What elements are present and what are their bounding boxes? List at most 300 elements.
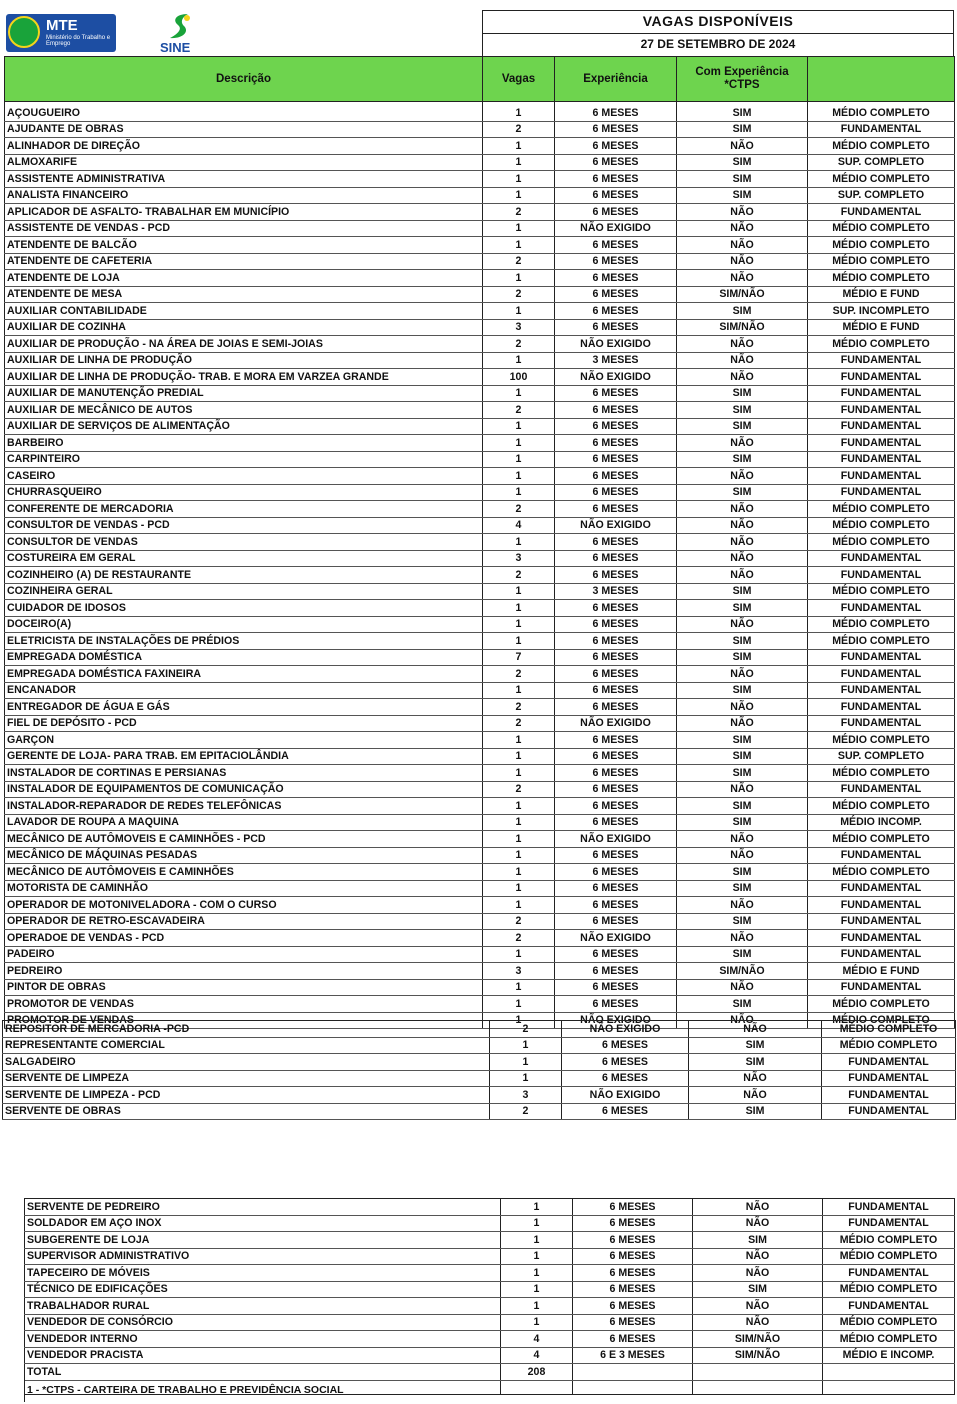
job-title-cell: ELETRICISTA DE INSTALAÇÕES DE PRÉDIOS — [5, 633, 483, 650]
logo-area — [4, 10, 482, 56]
experiencia-cell: 6 MESES — [555, 534, 677, 551]
escolaridade-cell: MÉDIO COMPLETO — [823, 1314, 955, 1331]
escolaridade-cell: FUNDAMENTAL — [808, 715, 955, 732]
vagas-count-cell: 1 — [501, 1248, 573, 1265]
job-title-cell: CONFERENTE DE MERCADORIA — [5, 501, 483, 518]
experiencia-cell: 6 MESES — [555, 204, 677, 221]
ctps-cell: SIM — [677, 154, 808, 171]
table-row — [5, 963, 955, 980]
job-title-cell: EMPREGADA DOMÉSTICA FAXINEIRA — [5, 666, 483, 683]
experiencia-cell: NÃO EXIGIDO — [555, 369, 677, 386]
ctps-cell: NÃO — [693, 1265, 823, 1282]
vagas-count-cell: 1 — [483, 748, 555, 765]
vagas-count-cell: 1 — [483, 600, 555, 617]
vagas-count-cell: 1 — [483, 171, 555, 188]
vagas-count-cell: 2 — [483, 781, 555, 798]
job-title-cell: PEDREIRO — [5, 963, 483, 980]
table-body — [25, 1199, 955, 1364]
table-row — [3, 1021, 956, 1038]
job-title-cell: MECÂNICO DE AUTÔMOVEIS E CAMINHÕES — [5, 864, 483, 881]
ctps-cell: SIM — [677, 583, 808, 600]
table-row — [5, 187, 955, 204]
ctps-cell: SIM — [693, 1232, 823, 1249]
ctps-cell: SIM — [677, 451, 808, 468]
col-header-experiencia: Experiência — [555, 57, 677, 102]
experiencia-cell: 6 MESES — [555, 484, 677, 501]
vagas-count-cell: 2 — [483, 913, 555, 930]
escolaridade-cell: MÉDIO COMPLETO — [823, 1281, 955, 1298]
table-row — [5, 468, 955, 485]
table-row — [5, 765, 955, 782]
table-row — [5, 913, 955, 930]
escolaridade-cell: MÉDIO COMPLETO — [808, 270, 955, 287]
table-row — [5, 319, 955, 336]
vacancies-table-main — [4, 56, 955, 1029]
experiencia-cell: 6 MESES — [555, 187, 677, 204]
vacancies-table-continued-1 — [2, 1020, 956, 1120]
experiencia-cell: 6 MESES — [555, 847, 677, 864]
experiencia-cell: 6 MESES — [555, 897, 677, 914]
experiencia-cell: 6 MESES — [562, 1054, 689, 1071]
ctps-cell: NÃO — [677, 831, 808, 848]
vagas-count-cell: 1 — [501, 1215, 573, 1232]
vagas-count-cell: 1 — [483, 880, 555, 897]
escolaridade-cell: MÉDIO COMPLETO — [808, 102, 955, 122]
escolaridade-cell: MÉDIO COMPLETO — [808, 336, 955, 353]
job-title-cell: PADEIRO — [5, 946, 483, 963]
vagas-count-cell: 1 — [501, 1281, 573, 1298]
vagas-count-cell: 1 — [483, 814, 555, 831]
table-row — [25, 1248, 955, 1265]
ctps-cell: SIM — [677, 102, 808, 122]
escolaridade-cell: FUNDAMENTAL — [808, 352, 955, 369]
job-title-cell: MECÂNICO DE MÁQUINAS PESADAS — [5, 847, 483, 864]
table-row — [5, 567, 955, 584]
experiencia-cell: 6 MESES — [555, 814, 677, 831]
ctps-cell: SIM — [677, 765, 808, 782]
escolaridade-cell: MÉDIO COMPLETO — [823, 1248, 955, 1265]
table-row — [5, 748, 955, 765]
ctps-cell: NÃO — [677, 270, 808, 287]
table-row — [5, 550, 955, 567]
escolaridade-cell: FUNDAMENTAL — [808, 567, 955, 584]
experiencia-cell: 6 MESES — [555, 237, 677, 254]
job-title-cell: SUBGERENTE DE LOJA — [25, 1232, 501, 1249]
mte-logo-text: MTE — [46, 17, 78, 34]
vagas-count-cell: 1 — [483, 270, 555, 287]
table-row — [5, 237, 955, 254]
vagas-count-cell: 1 — [501, 1265, 573, 1282]
job-title-cell: LAVADOR DE ROUPA A MAQUINA — [5, 814, 483, 831]
empty-cell — [693, 1364, 823, 1381]
vagas-count-cell: 1 — [483, 583, 555, 600]
escolaridade-cell: MÉDIO COMPLETO — [808, 616, 955, 633]
job-title-cell: REPOSITOR DE MERCADORIA -PCD — [3, 1021, 490, 1038]
experiencia-cell: 6 MESES — [555, 732, 677, 749]
job-title-cell: AJUDANTE DE OBRAS — [5, 121, 483, 138]
ctps-cell: NÃO — [677, 666, 808, 683]
escolaridade-cell: MÉDIO COMPLETO — [808, 534, 955, 551]
job-title-cell: REPRESENTANTE COMERCIAL — [3, 1037, 490, 1054]
experiencia-cell: 6 MESES — [555, 402, 677, 419]
job-title-cell: GARÇON — [5, 732, 483, 749]
job-title-cell: COZINHEIRA GERAL — [5, 583, 483, 600]
ctps-cell: NÃO — [677, 435, 808, 452]
page-date: 27 DE SETEMBRO DE 2024 — [483, 33, 953, 51]
job-title-cell: INSTALADOR-REPARADOR DE REDES TELEFÔNICAS — [5, 798, 483, 815]
vagas-count-cell: 1 — [483, 831, 555, 848]
ctps-cell: SIM/NÃO — [693, 1347, 823, 1364]
job-title-cell: ATENDENTE DE BALCÃO — [5, 237, 483, 254]
experiencia-cell: 6 MESES — [555, 418, 677, 435]
vagas-count-cell: 1 — [483, 237, 555, 254]
experiencia-cell: 6 MESES — [555, 979, 677, 996]
ctps-cell: NÃO — [677, 930, 808, 947]
total-value: 208 — [501, 1364, 573, 1381]
escolaridade-cell: FUNDAMENTAL — [808, 418, 955, 435]
escolaridade-cell: MÉDIO COMPLETO — [808, 798, 955, 815]
sine-logo-text: SINE — [160, 40, 191, 55]
escolaridade-cell: FUNDAMENTAL — [822, 1087, 956, 1104]
table-row — [5, 979, 955, 996]
col-header-ctps: Com Experiência *CTPS — [677, 57, 808, 102]
table-body — [5, 102, 955, 1029]
job-title-cell: DOCEIRO(A) — [5, 616, 483, 633]
job-title-cell: SERVENTE DE LIMPEZA - PCD — [3, 1087, 490, 1104]
vagas-count-cell: 2 — [490, 1021, 562, 1038]
escolaridade-cell: MÉDIO E FUND — [808, 963, 955, 980]
escolaridade-cell: FUNDAMENTAL — [823, 1265, 955, 1282]
ctps-cell: NÃO — [677, 369, 808, 386]
escolaridade-cell: FUNDAMENTAL — [808, 385, 955, 402]
job-title-cell: SOLDADOR EM AÇO INOX — [25, 1215, 501, 1232]
vagas-count-cell: 3 — [490, 1087, 562, 1104]
sine-logo — [156, 12, 206, 54]
vagas-count-cell: 1 — [490, 1054, 562, 1071]
ctps-cell: NÃO — [677, 253, 808, 270]
vagas-count-cell: 1 — [483, 352, 555, 369]
experiencia-cell: 6 MESES — [555, 781, 677, 798]
ctps-cell: NÃO — [677, 847, 808, 864]
table-row — [5, 204, 955, 221]
job-title-cell: AUXILIAR DE LINHA DE PRODUÇÃO- TRAB. E MORA EM VARZEA GRANDE — [5, 369, 483, 386]
experiencia-cell: 6 MESES — [555, 616, 677, 633]
experiencia-cell: 6 MESES — [555, 798, 677, 815]
vagas-count-cell: 1 — [483, 220, 555, 237]
experiencia-cell: 6 MESES — [573, 1298, 693, 1315]
experiencia-cell: 6 MESES — [573, 1248, 693, 1265]
vagas-count-cell: 3 — [483, 319, 555, 336]
page-header — [4, 10, 954, 56]
job-title-cell: CHURRASQUEIRO — [5, 484, 483, 501]
table-row — [5, 270, 955, 287]
experiencia-cell: NÃO EXIGIDO — [555, 1012, 677, 1029]
escolaridade-cell: FUNDAMENTAL — [823, 1298, 955, 1315]
vagas-count-cell: 1 — [501, 1232, 573, 1249]
ctps-cell: SIM/NÃO — [693, 1331, 823, 1348]
escolaridade-cell: MÉDIO COMPLETO — [808, 138, 955, 155]
table-row — [5, 501, 955, 518]
job-title-cell: SALGADEIRO — [3, 1054, 490, 1071]
escolaridade-cell: MÉDIO COMPLETO — [808, 253, 955, 270]
table-body — [3, 1021, 956, 1120]
job-title-cell: SUPERVISOR ADMINISTRATIVO — [25, 1248, 501, 1265]
vagas-count-cell: 1 — [483, 418, 555, 435]
experiencia-cell: 6 MESES — [562, 1070, 689, 1087]
table-row — [5, 220, 955, 237]
vagas-count-cell: 1 — [483, 451, 555, 468]
ctps-cell: NÃO — [693, 1298, 823, 1315]
table-row — [5, 616, 955, 633]
ctps-cell: SIM — [677, 484, 808, 501]
job-title-cell: AUXILIAR CONTABILIDADE — [5, 303, 483, 320]
escolaridade-cell: FUNDAMENTAL — [808, 913, 955, 930]
experiencia-cell: NÃO EXIGIDO — [555, 336, 677, 353]
escolaridade-cell: MÉDIO COMPLETO — [808, 501, 955, 518]
vagas-count-cell: 7 — [483, 649, 555, 666]
table-row — [5, 402, 955, 419]
experiencia-cell: 6 MESES — [555, 303, 677, 320]
escolaridade-cell: FUNDAMENTAL — [808, 204, 955, 221]
vagas-count-cell: 1 — [501, 1199, 573, 1216]
experiencia-cell: 3 MESES — [555, 583, 677, 600]
experiencia-cell: 6 MESES — [555, 765, 677, 782]
job-title-cell: GERENTE DE LOJA- PARA TRAB. EM EPITACIOLÂNDIA — [5, 748, 483, 765]
total-row — [25, 1364, 955, 1381]
experiencia-cell: 6 MESES — [555, 138, 677, 155]
vagas-count-cell: 1 — [483, 102, 555, 122]
vagas-count-cell: 1 — [483, 1012, 555, 1029]
escolaridade-cell: FUNDAMENTAL — [808, 781, 955, 798]
ctps-cell: NÃO — [677, 715, 808, 732]
ctps-cell: SIM — [677, 418, 808, 435]
experiencia-cell: NÃO EXIGIDO — [555, 831, 677, 848]
empty-cell — [823, 1364, 955, 1381]
ctps-cell: SIM — [693, 1281, 823, 1298]
vagas-count-cell: 2 — [483, 286, 555, 303]
ctps-cell: NÃO — [693, 1314, 823, 1331]
vagas-count-cell: 1 — [483, 484, 555, 501]
ctps-cell: SIM — [677, 649, 808, 666]
table-row — [25, 1298, 955, 1315]
experiencia-cell: 6 MESES — [555, 286, 677, 303]
job-title-cell: MOTORISTA DE CAMINHÃO — [5, 880, 483, 897]
ctps-cell: SIM — [677, 171, 808, 188]
experiencia-cell: 3 MESES — [555, 352, 677, 369]
vagas-count-cell: 1 — [483, 138, 555, 155]
escolaridade-cell: MÉDIO COMPLETO — [808, 864, 955, 881]
table-row — [3, 1103, 956, 1120]
vagas-count-cell: 2 — [483, 121, 555, 138]
escolaridade-cell: FUNDAMENTAL — [808, 930, 955, 947]
col-header-vagas: Vagas — [483, 57, 555, 102]
ctps-cell: SIM/NÃO — [677, 319, 808, 336]
escolaridade-cell: FUNDAMENTAL — [808, 979, 955, 996]
vagas-count-cell: 1 — [483, 979, 555, 996]
experiencia-cell: 6 MESES — [555, 946, 677, 963]
mte-logo-subtitle: Ministério do Trabalho e Emprego — [46, 35, 111, 47]
sine-mark-icon — [166, 12, 196, 40]
table-row — [5, 435, 955, 452]
job-title-cell: BARBEIRO — [5, 435, 483, 452]
escolaridade-cell: MÉDIO COMPLETO — [822, 1037, 956, 1054]
vagas-count-cell: 2 — [483, 567, 555, 584]
experiencia-cell: 6 MESES — [573, 1215, 693, 1232]
table-row — [5, 534, 955, 551]
job-title-cell: FIEL DE DEPÓSITO - PCD — [5, 715, 483, 732]
vagas-count-cell: 1 — [483, 765, 555, 782]
ctps-cell: SIM — [689, 1103, 822, 1120]
escolaridade-cell: FUNDAMENTAL — [808, 847, 955, 864]
experiencia-cell: 6 MESES — [555, 864, 677, 881]
table-row — [3, 1070, 956, 1087]
table-row — [5, 699, 955, 716]
experiencia-cell: 6 MESES — [555, 682, 677, 699]
job-title-cell: COZINHEIRO (A) DE RESTAURANTE — [5, 567, 483, 584]
ctps-cell: SIM — [677, 303, 808, 320]
experiencia-cell: 6 MESES — [573, 1331, 693, 1348]
table-row — [5, 336, 955, 353]
table-row — [5, 798, 955, 815]
escolaridade-cell: FUNDAMENTAL — [822, 1054, 956, 1071]
experiencia-cell: 6 MESES — [555, 996, 677, 1013]
vagas-count-cell: 1 — [483, 616, 555, 633]
vagas-count-cell: 1 — [490, 1037, 562, 1054]
escolaridade-cell: FUNDAMENTAL — [808, 880, 955, 897]
table-row — [5, 814, 955, 831]
vagas-count-cell: 1 — [483, 847, 555, 864]
table-row — [3, 1037, 956, 1054]
escolaridade-cell: MÉDIO E FUND — [808, 286, 955, 303]
experiencia-cell: 6 MESES — [555, 649, 677, 666]
table-row — [5, 649, 955, 666]
job-title-cell: CONSULTOR DE VENDAS — [5, 534, 483, 551]
job-title-cell: ALMOXARIFE — [5, 154, 483, 171]
table-row — [5, 666, 955, 683]
table-row — [5, 715, 955, 732]
escolaridade-cell: FUNDAMENTAL — [808, 550, 955, 567]
ctps-cell: NÃO — [677, 352, 808, 369]
vagas-count-cell: 1 — [483, 798, 555, 815]
ctps-cell: SIM — [689, 1054, 822, 1071]
vagas-count-cell: 2 — [483, 204, 555, 221]
ctps-cell: SIM — [677, 402, 808, 419]
total-label: TOTAL — [25, 1364, 501, 1381]
job-title-cell: AUXILIAR DE LINHA DE PRODUÇÃO — [5, 352, 483, 369]
vagas-count-cell: 4 — [501, 1331, 573, 1348]
table-row — [5, 154, 955, 171]
experiencia-cell: 6 MESES — [562, 1037, 689, 1054]
job-title-cell: PROMOTOR DE VENDAS — [5, 1012, 483, 1029]
experiencia-cell: NÃO EXIGIDO — [562, 1021, 689, 1038]
job-title-cell: AUXILIAR DE PRODUÇÃO - NA ÁREA DE JOIAS E SEMI-JOIAS — [5, 336, 483, 353]
ctps-cell: SIM — [677, 600, 808, 617]
job-title-cell: SERVENTE DE PEDREIRO — [25, 1199, 501, 1216]
vagas-count-cell: 1 — [501, 1314, 573, 1331]
job-title-cell: COSTUREIRA EM GERAL — [5, 550, 483, 567]
table-row — [25, 1347, 955, 1364]
job-title-cell: ENCANADOR — [5, 682, 483, 699]
escolaridade-cell: SUP. COMPLETO — [808, 748, 955, 765]
vagas-count-cell: 1 — [483, 187, 555, 204]
job-title-cell: ASSISTENTE DE VENDAS - PCD — [5, 220, 483, 237]
mte-emblem-icon — [8, 16, 40, 48]
escolaridade-cell: SUP. INCOMPLETO — [808, 303, 955, 320]
experiencia-cell: 6 MESES — [555, 102, 677, 122]
ctps-cell: NÃO — [677, 534, 808, 551]
vagas-count-cell: 2 — [483, 666, 555, 683]
table-row — [5, 880, 955, 897]
vagas-count-cell: 1 — [483, 946, 555, 963]
escolaridade-cell: MÉDIO COMPLETO — [823, 1331, 955, 1348]
ctps-cell: NÃO — [689, 1087, 822, 1104]
ctps-cell: SIM/NÃO — [677, 963, 808, 980]
table-row — [5, 418, 955, 435]
escolaridade-cell: MÉDIO COMPLETO — [808, 517, 955, 534]
escolaridade-cell: FUNDAMENTAL — [808, 897, 955, 914]
escolaridade-cell: FUNDAMENTAL — [808, 699, 955, 716]
job-title-cell: AÇOUGUEIRO — [5, 102, 483, 122]
vagas-count-cell: 1 — [483, 633, 555, 650]
vagas-count-cell: 1 — [483, 154, 555, 171]
ctps-cell: NÃO — [677, 237, 808, 254]
title-box — [482, 10, 954, 56]
experiencia-cell: NÃO EXIGIDO — [555, 220, 677, 237]
escolaridade-cell: FUNDAMENTAL — [808, 946, 955, 963]
job-title-cell: AUXILIAR DE SERVIÇOS DE ALIMENTAÇÃO — [5, 418, 483, 435]
table-row — [5, 930, 955, 947]
escolaridade-cell: MÉDIO COMPLETO — [808, 831, 955, 848]
experiencia-cell: 6 MESES — [562, 1103, 689, 1120]
job-title-cell: SERVENTE DE OBRAS — [3, 1103, 490, 1120]
ctps-cell: NÃO — [677, 138, 808, 155]
experiencia-cell: 6 MESES — [555, 253, 677, 270]
vagas-count-cell: 1 — [483, 435, 555, 452]
ctps-cell: NÃO — [693, 1199, 823, 1216]
experiencia-cell: 6 MESES — [555, 171, 677, 188]
escolaridade-cell: MÉDIO E INCOMP. — [823, 1347, 955, 1364]
experiencia-cell: 6 MESES — [555, 699, 677, 716]
escolaridade-cell: FUNDAMENTAL — [808, 484, 955, 501]
table-row — [5, 946, 955, 963]
experiencia-cell: 6 MESES — [555, 880, 677, 897]
job-title-cell: ATENDENTE DE CAFETERIA — [5, 253, 483, 270]
ctps-cell: NÃO — [677, 468, 808, 485]
ctps-cell: NÃO — [677, 979, 808, 996]
vagas-count-cell: 2 — [483, 336, 555, 353]
table-row — [25, 1314, 955, 1331]
escolaridade-cell: MÉDIO COMPLETO — [808, 1012, 955, 1029]
escolaridade-cell: FUNDAMENTAL — [808, 402, 955, 419]
vagas-count-cell: 2 — [483, 715, 555, 732]
escolaridade-cell: FUNDAMENTAL — [808, 682, 955, 699]
vagas-count-cell: 4 — [501, 1347, 573, 1364]
vagas-count-cell: 1 — [483, 534, 555, 551]
table-row — [3, 1054, 956, 1071]
job-title-cell: ASSISTENTE ADMINISTRATIVA — [5, 171, 483, 188]
experiencia-cell: NÃO EXIGIDO — [555, 715, 677, 732]
ctps-cell: NÃO — [677, 567, 808, 584]
escolaridade-cell: FUNDAMENTAL — [808, 435, 955, 452]
escolaridade-cell: FUNDAMENTAL — [808, 121, 955, 138]
escolaridade-cell: MÉDIO COMPLETO — [808, 633, 955, 650]
mte-logo — [6, 14, 116, 52]
job-title-cell: OPERADOR DE RETRO-ESCAVADEIRA — [5, 913, 483, 930]
experiencia-cell: 6 MESES — [555, 270, 677, 287]
experiencia-cell: 6 MESES — [555, 121, 677, 138]
job-title-cell: CARPINTEIRO — [5, 451, 483, 468]
table-row — [5, 732, 955, 749]
